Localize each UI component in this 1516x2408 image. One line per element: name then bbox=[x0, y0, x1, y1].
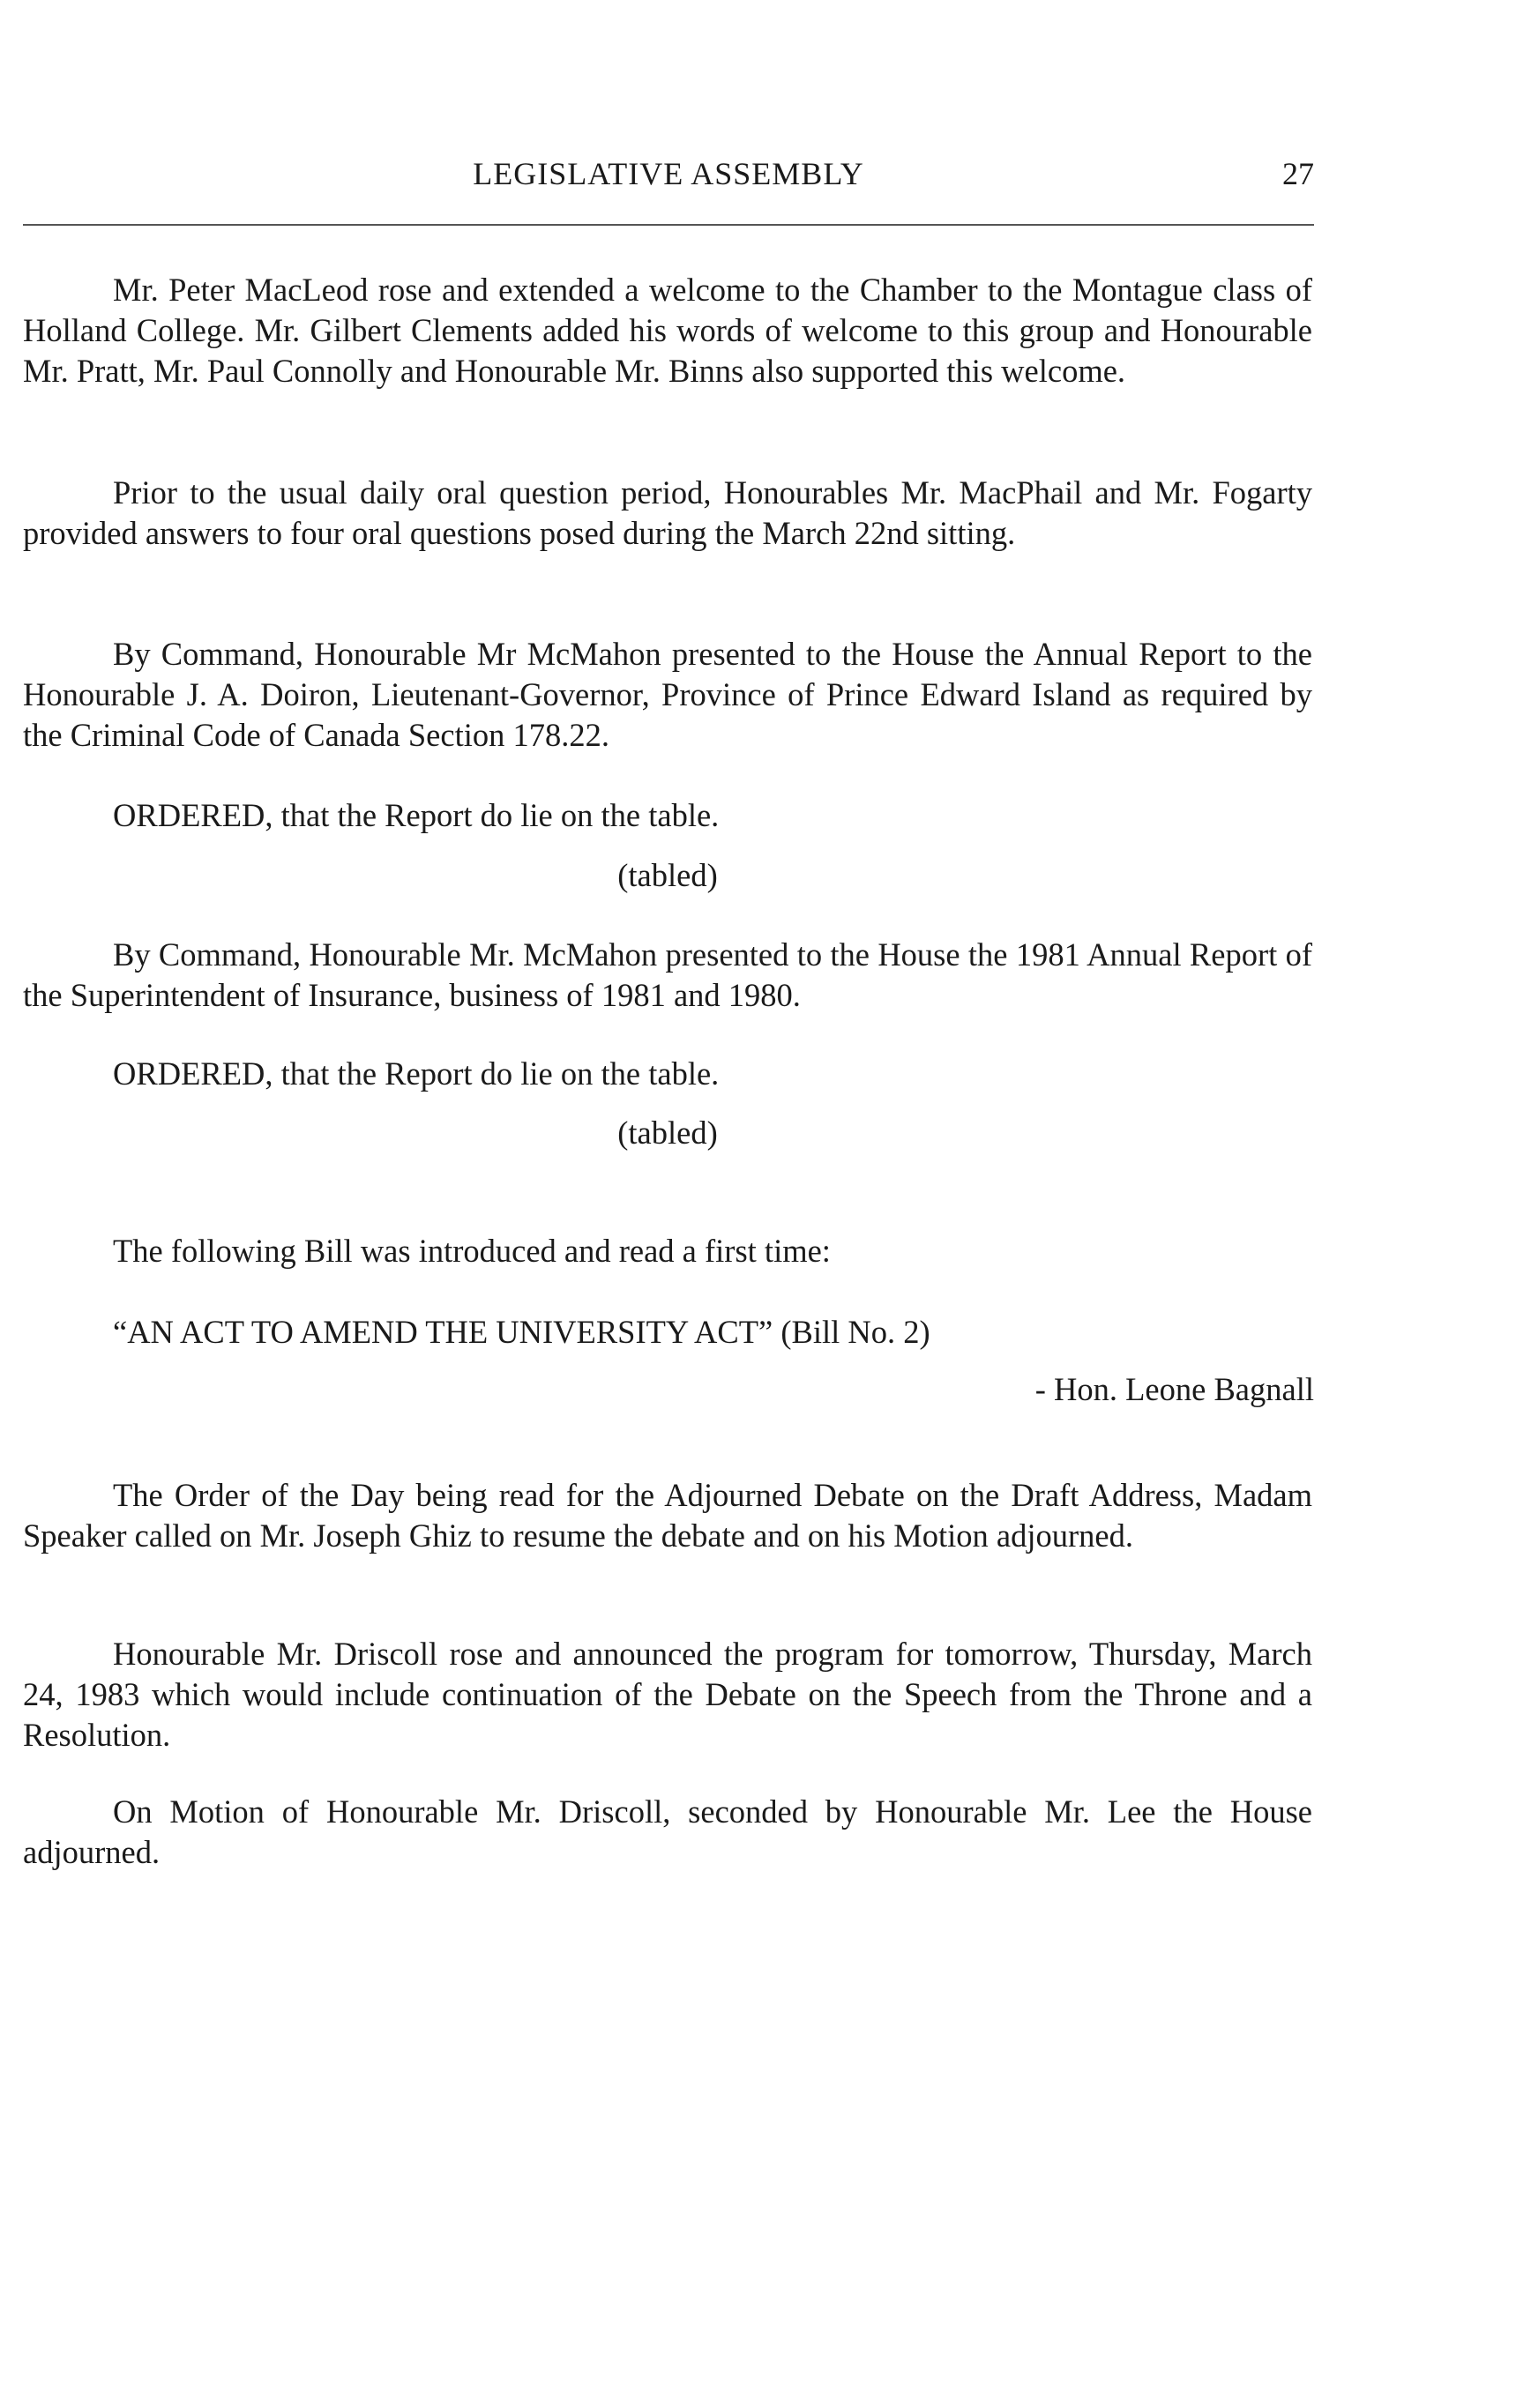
ordered-1: ORDERED, that the Report do lie on the table. bbox=[113, 797, 720, 833]
paragraph-command-2 bbox=[23, 935, 1312, 1016]
page-number: 27 bbox=[1282, 156, 1314, 191]
paragraph-oral-questions-text: Prior to the usual daily oral question period, Honourables Mr. MacPhail and Mr. Fogarty provided answers to four oral questions posed during the March 22nd sitting. bbox=[23, 474, 1312, 551]
paragraph-order-of-day bbox=[23, 1475, 1312, 1556]
paragraph-command-2-text: By Command, Honourable Mr. McMahon presented to the House the 1981 Annual Report of the Superintendent of Insurance, business of 1981 and 1980. bbox=[23, 936, 1312, 1013]
bill-title: “AN ACT TO AMEND THE UNIVERSITY ACT” (Bill No. 2) bbox=[113, 1314, 930, 1350]
header-rule bbox=[23, 224, 1314, 226]
paragraph-program-text: Honourable Mr. Driscoll rose and announced the program for tomorrow, Thursday, March 24, 1983 which would include continuation of the Debate on the Speech from the Throne and a Resolution. bbox=[23, 1636, 1312, 1753]
paragraph-welcome bbox=[23, 270, 1312, 391]
header-title: LEGISLATIVE ASSEMBLY bbox=[473, 156, 864, 191]
paragraph-welcome-text: Mr. Peter MacLeod rose and extended a welcome to the Chamber to the Montague class of Holland College. Mr. Gilbert Clements added his words of welcome to this group and Honourable Mr. Pratt, Mr. Paul Connolly and Honourable Mr. Binns also supported this welcome. bbox=[23, 272, 1312, 389]
paragraph-adjournment-text: On Motion of Honourable Mr. Driscoll, seconded by Honourable Mr. Lee the House adjourned. bbox=[23, 1793, 1312, 1870]
bill-intro: The following Bill was introduced and read a first time: bbox=[113, 1233, 831, 1269]
tabled-2: (tabled) bbox=[617, 1115, 718, 1151]
paragraph-command-1 bbox=[23, 634, 1312, 756]
tabled-1: (tabled) bbox=[617, 857, 718, 893]
bill-sponsor: - Hon. Leone Bagnall bbox=[1034, 1371, 1314, 1407]
paragraph-program bbox=[23, 1634, 1312, 1756]
paragraph-oral-questions bbox=[23, 473, 1312, 554]
ordered-2: ORDERED, that the Report do lie on the table. bbox=[113, 1055, 720, 1092]
paragraph-order-of-day-text: The Order of the Day being read for the Adjourned Debate on the Draft Address, Madam Speaker called on Mr. Joseph Ghiz to resume the debate and on his Motion adjourned. bbox=[23, 1477, 1312, 1554]
paragraph-command-1-text: By Command, Honourable Mr McMahon presented to the House the Annual Report to the Honourable J. A. Doiron, Lieutenant-Governor, Province of Prince Edward Island as required by the Criminal Code of Canada Section 178.22. bbox=[23, 636, 1312, 753]
paragraph-adjournment bbox=[23, 1792, 1312, 1873]
running-header bbox=[23, 152, 1314, 196]
